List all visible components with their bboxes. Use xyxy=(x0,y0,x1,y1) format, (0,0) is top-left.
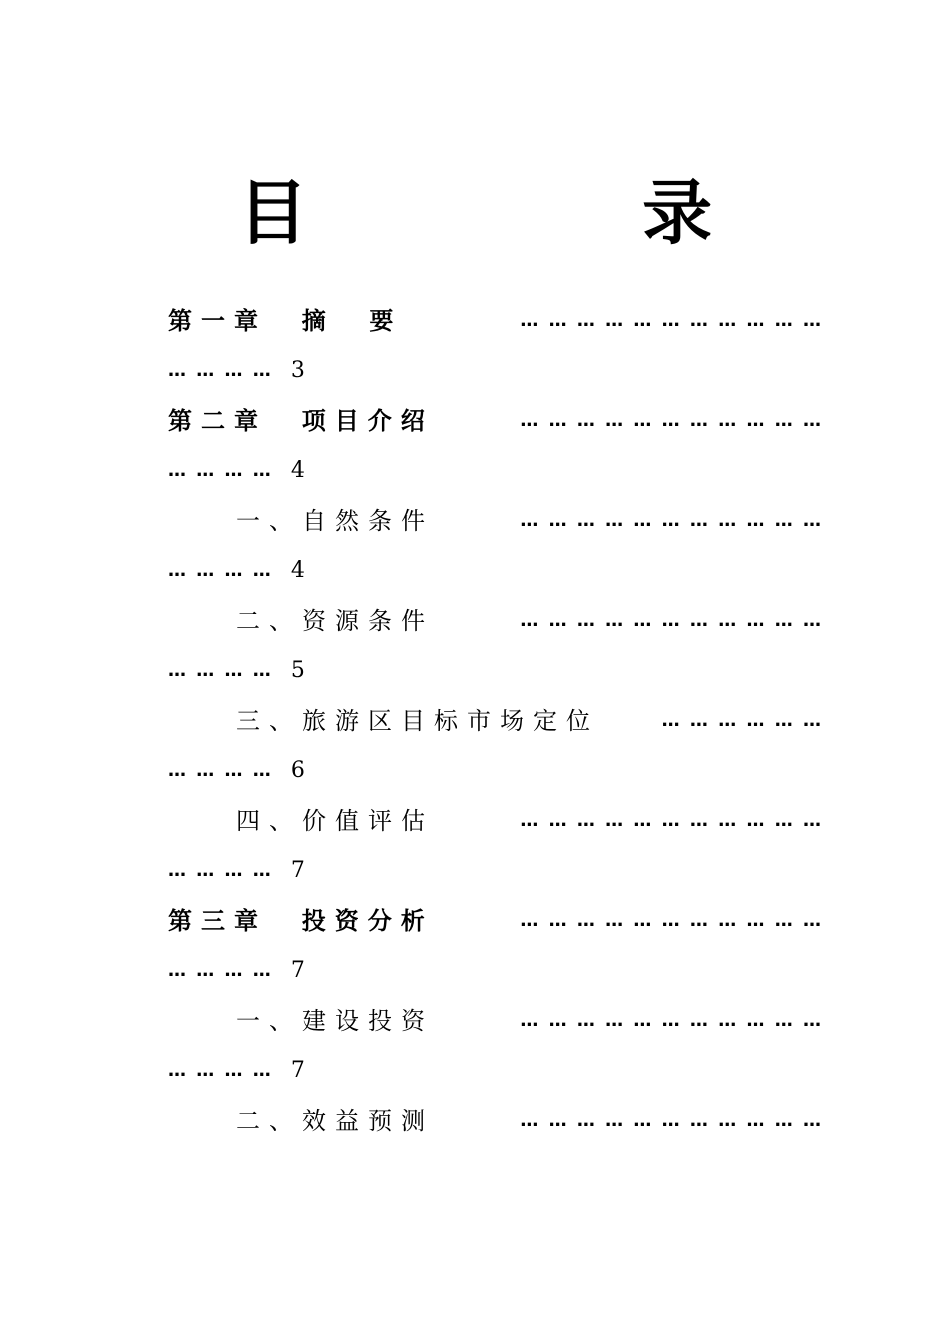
dot-leader: … … … … xyxy=(168,460,273,481)
toc-entry-chapter-3[interactable] xyxy=(168,896,823,996)
dot-leader: … … … … xyxy=(168,760,273,781)
dot-leader: … … … … xyxy=(168,360,273,381)
dot-leader: … … … … xyxy=(168,560,273,581)
toc-entry-label: 一、建设投资 xyxy=(236,1007,434,1035)
toc-entry-section-3-1[interactable] xyxy=(168,996,823,1096)
toc-entry-label: 二、资源条件 xyxy=(236,607,434,635)
toc-entry-section-3-2[interactable] xyxy=(168,1096,823,1146)
toc-entry-section-2-1[interactable] xyxy=(168,496,823,596)
dot-leader: … … … … xyxy=(168,660,273,681)
toc-page-number: 3 xyxy=(290,358,305,383)
dot-leader: … … … … … … … … … … … xyxy=(520,910,823,931)
toc-entry-label: 第三章 投资分析 xyxy=(168,907,434,935)
dot-leader: … … … … … … … … … … … xyxy=(520,410,823,431)
dot-leader: … … … … … … … … … … … xyxy=(520,1110,823,1131)
page-title: 目 录 xyxy=(237,172,868,254)
toc-page-number: 4 xyxy=(290,558,305,583)
toc-entry-chapter-1[interactable] xyxy=(168,296,823,396)
toc-entry-label: 第二章 项目介绍 xyxy=(168,407,434,435)
toc-entry-chapter-2[interactable] xyxy=(168,396,823,496)
table-of-contents xyxy=(168,296,823,1146)
toc-entry-label: 第一章 摘 要 xyxy=(168,307,403,335)
dot-leader: … … … … xyxy=(168,860,273,881)
toc-page-number: 4 xyxy=(290,458,305,483)
toc-page-number: 7 xyxy=(290,1058,305,1083)
toc-page-number: 7 xyxy=(290,958,305,983)
dot-leader: … … … … xyxy=(168,1060,273,1081)
toc-page-number: 7 xyxy=(290,858,305,883)
dot-leader: … … … … … … … … … … … xyxy=(520,1010,823,1031)
dot-leader: … … … … xyxy=(168,960,273,981)
dot-leader: … … … … … … … … … … … xyxy=(520,310,823,331)
toc-page-number: 6 xyxy=(290,758,305,783)
toc-entry-section-2-4[interactable] xyxy=(168,796,823,896)
toc-entry-label: 四、价值评估 xyxy=(236,807,434,835)
dot-leader: … … … … … … … … … … … xyxy=(520,610,823,631)
toc-entry-section-2-2[interactable] xyxy=(168,596,823,696)
toc-entry-label: 一、自然条件 xyxy=(236,507,434,535)
toc-entry-label: 三、旅游区目标市场定位 xyxy=(236,707,599,735)
dot-leader: … … … … … … … … … … … xyxy=(520,510,823,531)
toc-page-number: 5 xyxy=(290,658,305,683)
toc-entry-label: 二、效益预测 xyxy=(236,1107,434,1135)
dot-leader: … … … … … … … … … … … xyxy=(520,810,823,831)
toc-entry-section-2-3[interactable] xyxy=(168,696,823,796)
dot-leader: … … … … … … xyxy=(661,710,823,731)
